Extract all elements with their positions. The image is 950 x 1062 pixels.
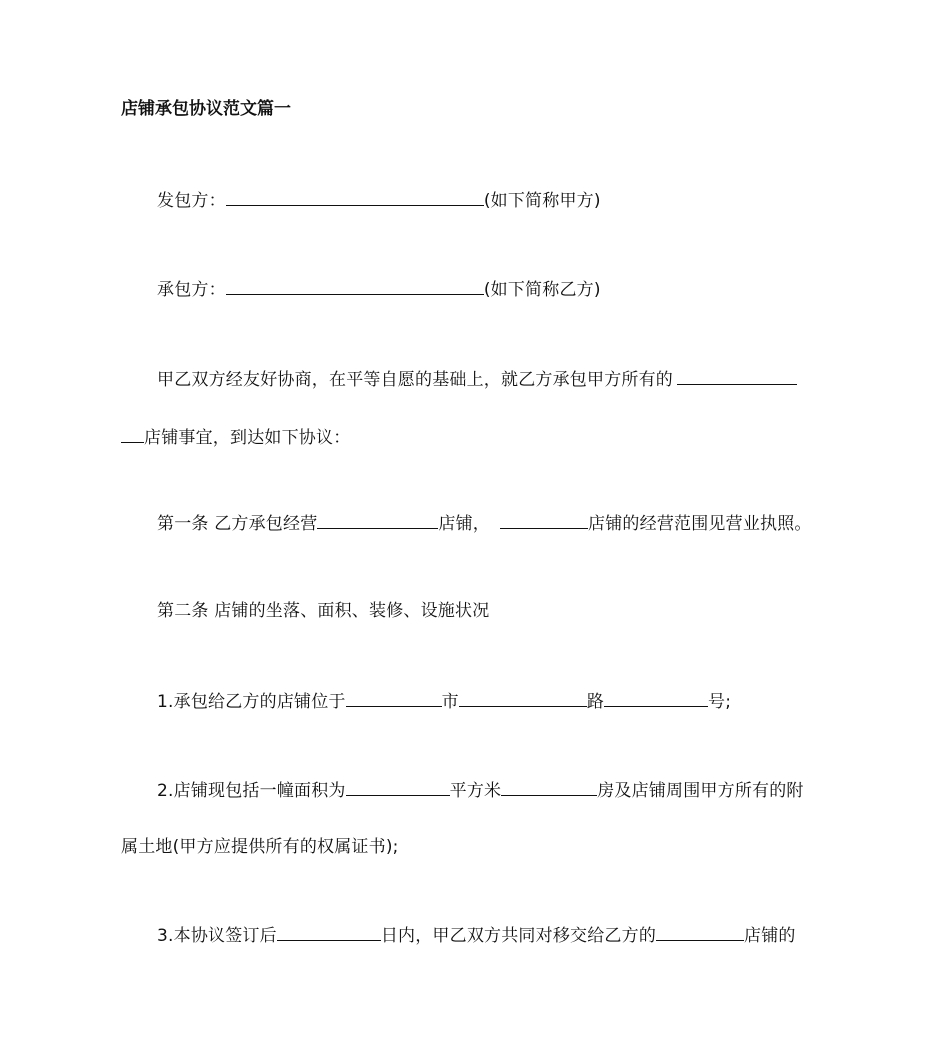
- item-1-blank-road: [459, 688, 587, 707]
- intro-blank-b: [121, 424, 144, 443]
- item-1: [157, 688, 731, 714]
- intro-line-1: [157, 366, 797, 392]
- article-1-blank-b: [500, 510, 588, 529]
- item-2-text-b: 平方米: [449, 781, 502, 801]
- item-1-text-b: 市: [441, 692, 459, 712]
- article-1-text-b: 店铺，: [438, 514, 491, 534]
- article-1: [157, 510, 812, 536]
- item-2-text-c: 房及店铺周围甲方所有的附: [597, 781, 804, 801]
- item-3: [157, 922, 796, 948]
- item-2-line-1: [157, 777, 804, 803]
- item-2-line-2: [121, 835, 399, 859]
- party-b-label: 承包方：: [157, 280, 226, 300]
- intro-blank-a: [677, 366, 797, 385]
- item-3-blank-shop: [656, 922, 744, 941]
- document-title: 店铺承包协议范文篇一: [121, 99, 291, 119]
- item-1-blank-city: [346, 688, 442, 707]
- item-2-text-d: 属土地(甲方应提供所有的权属证书);: [121, 837, 399, 857]
- party-a-blank: [226, 187, 484, 206]
- article-1-text-c: 店铺的经营范围见营业执照。: [588, 514, 812, 534]
- item-2-text-a: 2.店铺现包括一幢面积为: [157, 781, 346, 801]
- intro-text-1: 甲乙双方经友好协商，在平等自愿的基础上，就乙方承包甲方所有的: [157, 370, 673, 390]
- item-1-text-c: 路: [586, 692, 605, 712]
- party-a-line: [157, 187, 601, 213]
- party-a-suffix: (如下简称甲方): [483, 191, 601, 211]
- article-1-blank-a: [317, 510, 438, 529]
- item-3-text-b: 日内，甲乙双方共同对移交给乙方的: [380, 926, 657, 946]
- item-3-text-c: 店铺的: [744, 926, 796, 946]
- item-1-text-a: 1.承包给乙方的店铺位于: [157, 692, 346, 712]
- party-a-label: 发包方：: [157, 191, 226, 211]
- party-b-blank: [226, 276, 484, 295]
- intro-line-2: [121, 424, 350, 450]
- intro-text-2: 店铺事宜，到达如下协议：: [144, 428, 351, 448]
- item-3-blank-days: [277, 922, 381, 941]
- item-2-blank-rooms: [501, 777, 597, 796]
- item-3-text-a: 3.本协议签订后: [157, 926, 277, 946]
- article-2: [157, 599, 489, 623]
- article-2-text: 第二条 店铺的坐落、面积、装修、设施状况: [157, 601, 490, 621]
- party-b-line: [157, 276, 601, 302]
- party-b-suffix: (如下简称乙方): [483, 280, 601, 300]
- article-1-text-a: 第一条 乙方承包经营: [157, 514, 318, 534]
- item-1-blank-number: [604, 688, 708, 707]
- item-2-blank-area: [346, 777, 450, 796]
- item-1-text-d: 号;: [708, 692, 732, 712]
